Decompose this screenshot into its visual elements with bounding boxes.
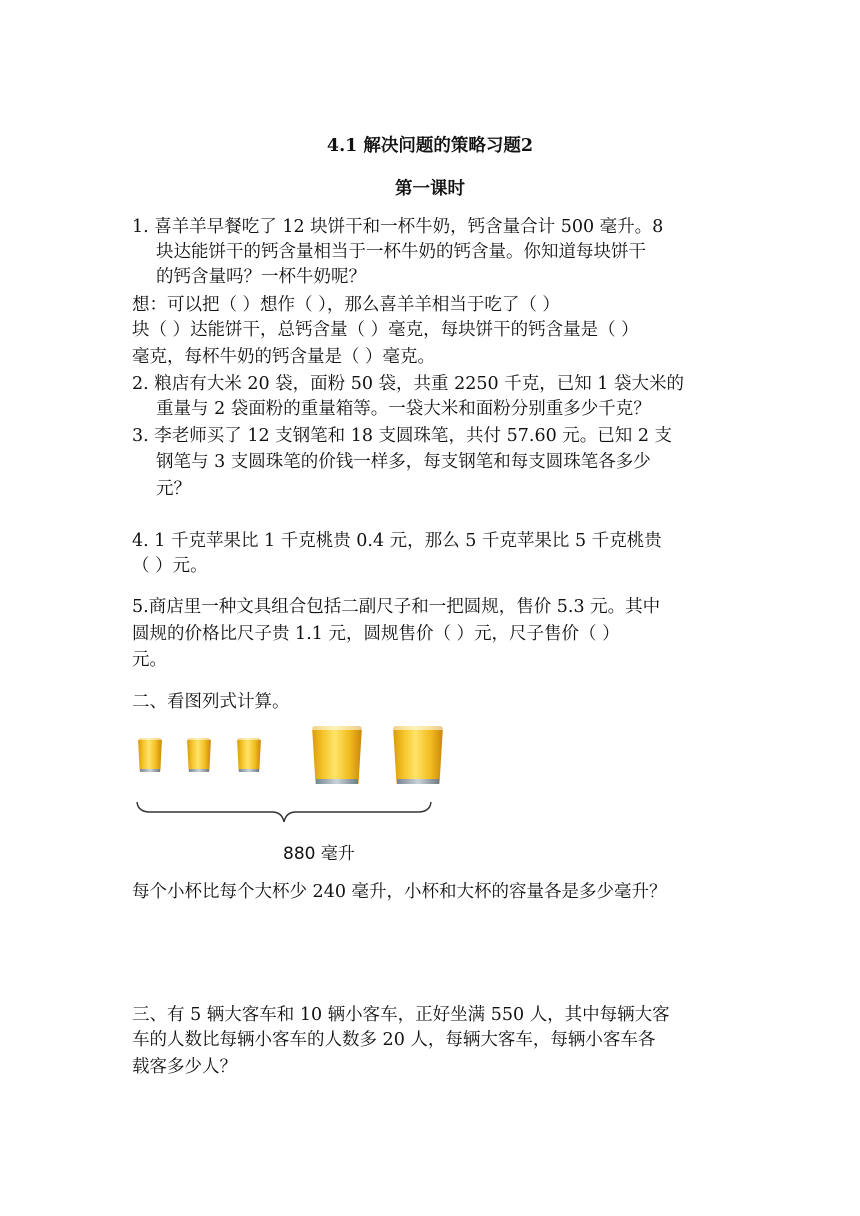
- total-volume-label: 880 毫升: [283, 844, 355, 864]
- q1-line-1: 1. 喜羊羊早餐吃了 12 块饼干和一杯牛奶，钙含量合计 500 毫升。8: [132, 217, 664, 237]
- q2-line-1: 2. 粮店有大米 20 袋，面粉 50 袋，共重 2250 千克，已知 1 袋大米的: [132, 374, 684, 394]
- section-3-line-1: 三、有 5 辆大客车和 10 辆小客车，正好坐满 550 人，其中每辆大客: [132, 1005, 670, 1025]
- q5-line-3: 元。: [132, 650, 167, 670]
- small-cup-icon: [187, 738, 211, 772]
- q4-line-2: （ ）元。: [132, 556, 208, 576]
- page-title: 4.1 解决问题的策略习题2: [326, 136, 534, 156]
- q3-line-3: 元？: [156, 479, 191, 499]
- q3-line-1: 3. 李老师买了 12 支钢笔和 18 支圆珠笔，共付 57.60 元。已知 2 支: [132, 426, 673, 446]
- q1-hint-line-3: 毫克，每杯牛奶的钙含量是（ ）毫克。: [132, 347, 436, 367]
- section-3-line-2: 车的人数比每辆小客车的人数多 20 人，每辆大客车，每辆小客车各: [132, 1030, 656, 1050]
- q1-line-3: 的钙含量吗？一杯牛奶呢？: [156, 267, 366, 287]
- q1-hint-line-1: 想：可以把（ ）想作（ ），那么喜羊羊相当于吃了（ ）: [132, 295, 560, 315]
- section-2-question: 每个小杯比每个大杯少 240 毫升，小杯和大杯的容量各是多少毫升？: [132, 882, 667, 902]
- large-cup-icon: [393, 726, 443, 784]
- q5-line-1: 5.商店里一种文具组合包括二副尺子和一把圆规，售价 5.3 元。其中: [132, 597, 661, 617]
- small-cup-icon: [138, 738, 162, 772]
- q2-line-2: 重量与 2 袋面粉的重量箱等。一袋大米和面粉分别重多少千克？: [156, 399, 651, 419]
- page-subtitle: 第一课时: [395, 179, 465, 199]
- section-2-heading: 二、看图列式计算。: [132, 692, 290, 712]
- q3-line-2: 钢笔与 3 支圆珠笔的价钱一样多，每支钢笔和每支圆珠笔各多少: [156, 452, 651, 472]
- q1-hint-line-2: 块（ ）达能饼干，总钙含量（ ）毫克，每块饼干的钙含量是（ ）: [132, 320, 639, 340]
- large-cup-icon: [312, 726, 362, 784]
- q4-line-1: 4. 1 千克苹果比 1 千克桃贵 0.4 元，那么 5 千克苹果比 5 千克桃贵: [132, 531, 662, 551]
- q5-line-2: 圆规的价格比尺子贵 1.1 元，圆规售价（ ）元，尺子售价（ ）: [132, 624, 620, 644]
- curly-brace-icon: [136, 800, 432, 826]
- q1-line-2: 块达能饼干的钙含量相当于一杯牛奶的钙含量。你知道每块饼干: [156, 242, 646, 262]
- small-cup-icon: [237, 738, 261, 772]
- section-3-line-3: 载客多少人？: [132, 1057, 237, 1077]
